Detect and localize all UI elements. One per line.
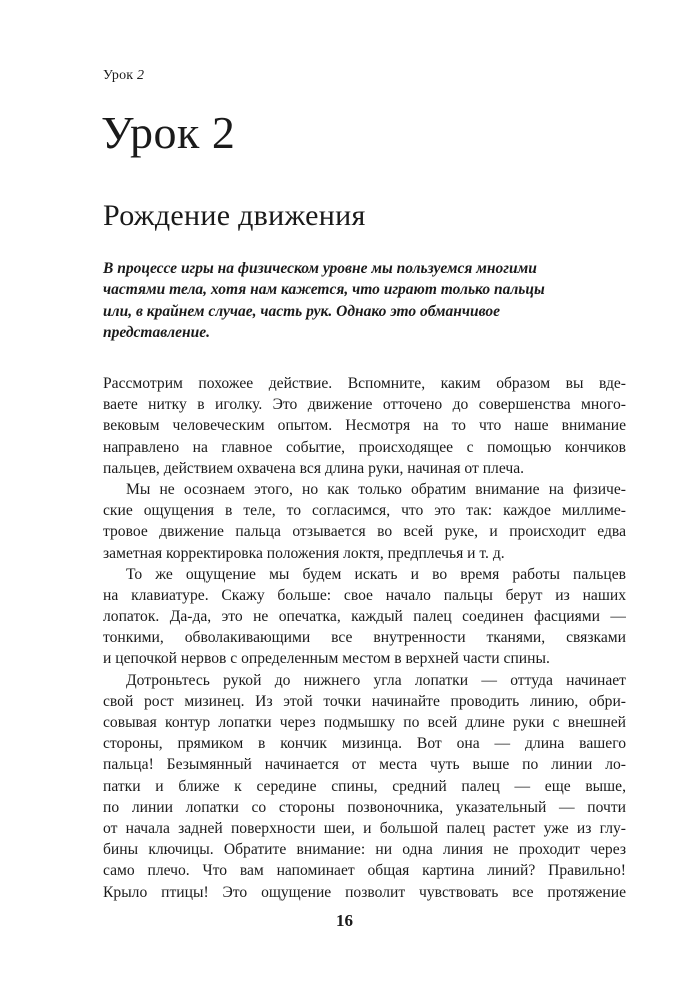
body-line: Рассмотрим похожее действие. Вспомните, каким образом вы вде-	[103, 375, 626, 392]
chapter-title: Рождение движения	[103, 199, 366, 232]
lesson-title: Урок 2	[101, 107, 236, 158]
body-text	[103, 373, 626, 903]
body-line: Крыло птицы! Это ощущение позволит чувствовать все протяжение	[103, 883, 626, 901]
body-line: совывая контур лопатки через подмышку по всей длине руки с внешней	[103, 714, 626, 731]
body-line: ваете нитку в иголку. Это движение отточено до совершенства много-	[103, 396, 626, 414]
body-line: пальцев, действием охвачена вся длина руки, начиная от плеча.	[103, 459, 525, 477]
body-line: Мы не осознаем этого, но как только обратим внимание на физиче-	[126, 480, 626, 498]
body-line: само плечо. Что вам напоминает общая картина линий? Правильно!	[103, 862, 626, 880]
body-line: тровое движение пальца отзывается во всей руке, и происходит едва	[103, 523, 626, 541]
lead-paragraph	[103, 258, 603, 343]
body-line: тонкими, обволакивающими все внутренности тканями, связками	[103, 629, 626, 647]
body-line: свой рост мизинец. Из этой точки начинайте проводить линию, обри-	[103, 692, 626, 710]
lead-line: представление.	[103, 323, 210, 341]
lead-line: В процессе игры на физическом уровне мы пользуемся многими	[103, 260, 537, 277]
body-line: бины ключицы. Обратите внимание: ни одна линия не проходит через	[103, 841, 626, 859]
body-line: Дотроньтесь рукой до нижнего угла лопатки — оттуда начинает	[126, 671, 626, 689]
body-line: патки и ближе к середине спины, средний палец — еще выше,	[103, 777, 626, 795]
running-head	[103, 68, 144, 84]
running-head-label: Урок	[103, 68, 134, 83]
lead-line: частями тела, хотя нам кажется, что играют только пальцы	[103, 281, 545, 299]
body-line: от начала задней поверхности шеи, и большой палец растет уже из глу-	[103, 819, 626, 837]
body-line: стороны, прямиком в кончик мизинца. Вот она — длина вашего	[103, 735, 626, 753]
running-head-number: 2	[137, 68, 145, 83]
body-line: лопаток. Да-да, это не опечатка, каждый палец соединен фасциями —	[103, 608, 626, 626]
lead-line: или, в крайнем случае, часть рук. Однако это обманчивое	[103, 302, 500, 320]
body-line: То же ощущение мы будем искать и во время работы пальцев	[126, 565, 626, 583]
body-line: на клавиатуре. Скажу больше: свое начало пальцы берут из наших	[103, 586, 626, 604]
body-line: направлено на главное событие, происходящее с помощью кончиков	[103, 438, 626, 456]
body-line: по линии лопатки со стороны позвоночника, указательный — почти	[103, 798, 626, 816]
body-line: заметная корректировка положения локтя, предплечья и т. д.	[103, 544, 505, 562]
page-number: 16	[336, 911, 353, 930]
body-line: пальца! Безымянный начинается от места чуть выше по линии ло-	[103, 756, 626, 774]
body-line: вековым человеческим опытом. Несмотря на то что наше внимание	[103, 417, 626, 435]
body-line: ские ощущения в теле, то согласимся, что это так: каждое миллиме-	[103, 502, 626, 520]
body-line: и цепочкой нервов с определенным местом в верхней части спины.	[103, 650, 550, 668]
